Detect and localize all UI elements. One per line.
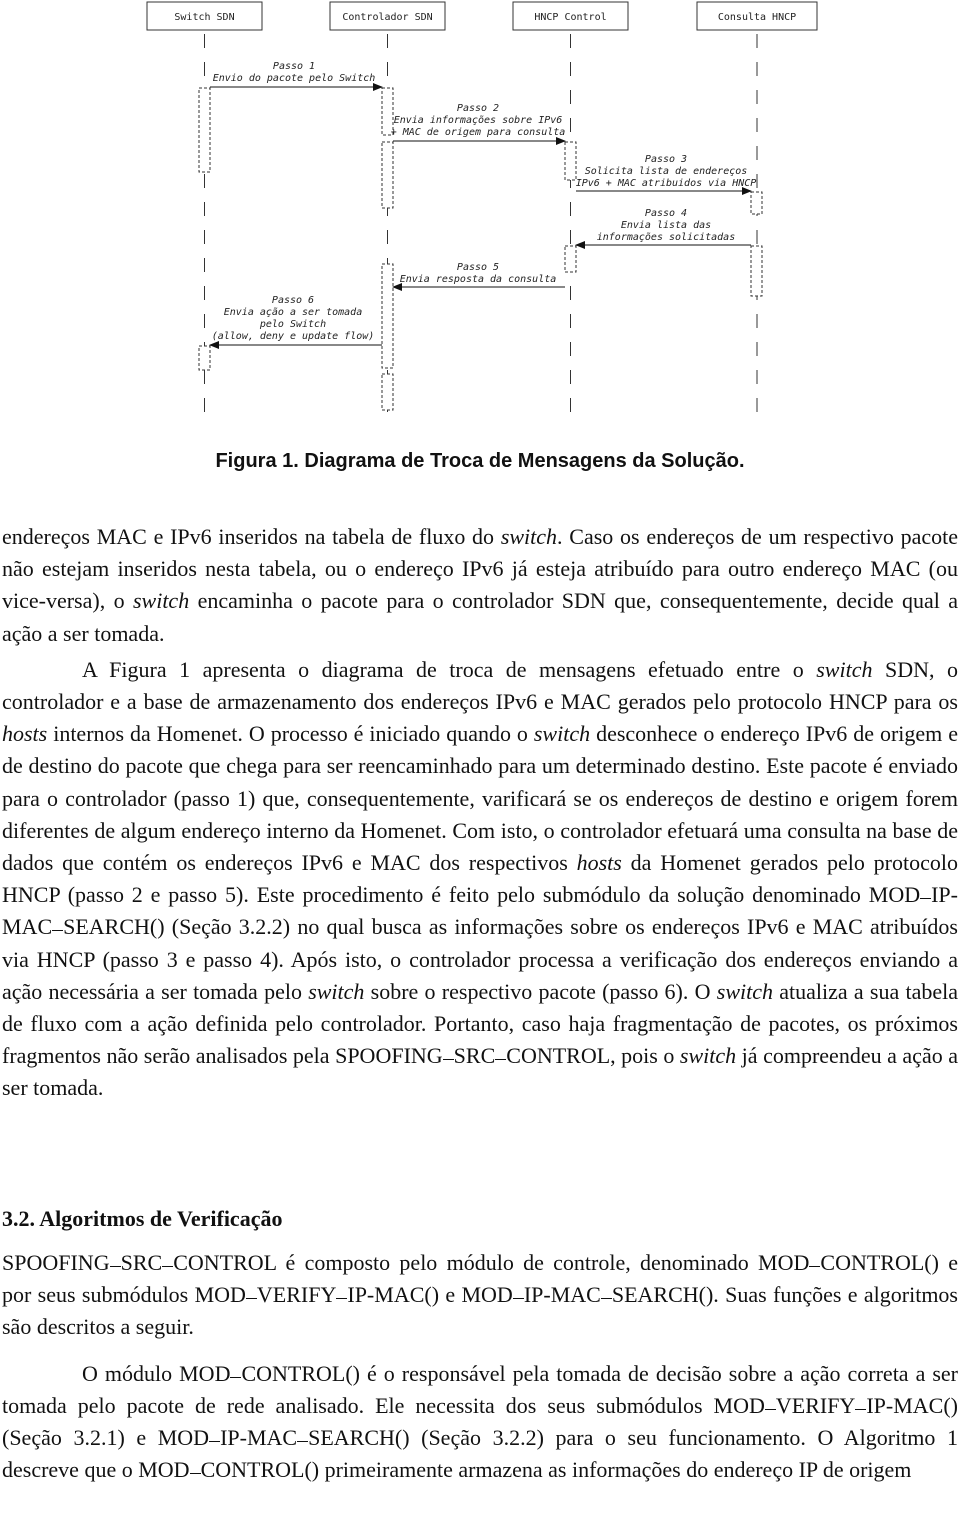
- svg-text:(allow, deny e update flow): (allow, deny e update flow): [211, 331, 375, 342]
- svg-text:Passo 1: Passo 1: [272, 61, 316, 72]
- paragraph-3: SPOOFING SRC CONTROL é composto pelo módulo de controle, denominado MOD CONTROL() e por seus submódulos MOD VERIFY IP-MAC() e MOD IP-MAC SEARCH(). Suas funções e algoritmos são descritos a seguir.: [2, 1250, 958, 1340]
- lane-consulta-hncp: [697, 2, 817, 30]
- activation-box: [565, 142, 576, 180]
- svg-text:IPv6 + MAC atribuidos via HNCP: IPv6 + MAC atribuidos via HNCP: [575, 178, 757, 189]
- svg-text:Passo 2: Passo 2: [456, 103, 500, 114]
- activation-box: [565, 246, 576, 272]
- paragraph-1: endereços MAC e IPv6 inseridos na tabela de fluxo do switch. Caso os endereços de um respectivo pacote não estejam inseridos nesta tabela, ou o endereço IPv6 já esteja atribuído para outro endereço MAC (ou vice-versa), o switch encaminha o pacote para o controlador SDN que, consequentemente, decide qual a ação a ser tomada.: [2, 524, 958, 646]
- svg-text:Envia ação a ser tomada: Envia ação a ser tomada: [223, 307, 363, 318]
- activation-box: [382, 374, 393, 410]
- svg-text:Passo 5: Passo 5: [456, 262, 500, 273]
- activation-box: [751, 192, 762, 214]
- svg-text:pelo Switch: pelo Switch: [259, 319, 327, 330]
- activation-box: [751, 246, 762, 296]
- lane-controlador-sdn: [330, 2, 445, 30]
- lane-title: Controlador SDN: [342, 12, 433, 23]
- svg-text:Envia lista das: Envia lista das: [620, 220, 712, 231]
- body-text-lower: [2, 1247, 958, 1486]
- lane-switch-sdn: [147, 2, 262, 30]
- message-step-2: [391, 103, 566, 141]
- message-step-3: [576, 154, 757, 191]
- svg-text:+ MAC de origem para consulta: + MAC de origem para consulta: [390, 127, 566, 138]
- lane-hncp-control: [513, 2, 628, 30]
- activation-box: [382, 264, 393, 368]
- svg-text:Solicita lista de endereços: Solicita lista de endereços: [584, 166, 748, 177]
- activation-box: [199, 346, 210, 370]
- svg-text:Envia informações sobre IPv6: Envia informações sobre IPv6: [393, 115, 563, 126]
- message-step-1: [210, 61, 382, 87]
- message-step-6: [210, 295, 382, 345]
- lane-title: Switch SDN: [174, 12, 235, 23]
- svg-text:Passo 4: Passo 4: [644, 208, 688, 219]
- message-step-4: [576, 208, 751, 245]
- activation-box: [382, 142, 393, 208]
- lane-title: Consulta HNCP: [717, 12, 797, 23]
- message-step-5: [393, 262, 565, 287]
- figure-caption: Figura 1. Diagrama de Troca de Mensagens da Solução.: [215, 450, 745, 472]
- message-sequence-diagram: [0, 0, 960, 440]
- activation-box: [199, 88, 210, 172]
- svg-text:Passo 6: Passo 6: [271, 295, 315, 306]
- svg-text:informações solicitadas: informações solicitadas: [596, 232, 736, 243]
- svg-text:Passo 3: Passo 3: [644, 154, 688, 165]
- paragraph-4: O módulo MOD CONTROL() é o responsável pela tomada de decisão sobre a ação correta a ser tomada pelo pacote de rede analisado. Ele necessita dos seus submódulos MOD VERIFY IP-MAC() (Seção 3.2.1) e MOD IP-MAC SEARCH() (Seção 3.2.2) para o seu funcionamento. O Algoritmo 1 descreve que o MOD CONTROL() primeiramente armazena as informações do endereço IP de origem: [2, 1360, 958, 1483]
- section-heading: 3.2. Algoritmos de Verificação: [2, 1206, 283, 1231]
- paragraph-2: A Figura 1 apresenta o diagrama de troca de mensagens efetuado entre o switch SDN, o controlador e a base de armazenamento dos endereços IPv6 e MAC gerados pelo protocolo HNCP para os hosts internos da Homenet. O processo é iniciado quando o switch desconhece o endereço IPv6 de origem e de destino do pacote que chega para ser reencaminhado para um determinado destino. Este pacote é enviado para o controlador (passo 1) que, consequentemente, varificará se os endereços de destino e origem forem diferentes de algum endereço interno da Homenet. Com isto, o controlador efetuará uma consulta na base de dados que contém os endereços IPv6 e MAC dos respectivos hosts da Homenet gerados pelo protocolo HNCP (passo 2 e passo 5). Este procedimento é feito pelo submódulo da solução denominado MOD IP-MAC SEARCH() (Seção 3.2.2) no qual busca as informações sobre os endereços IPv6 e MAC atribuídos via HNCP (passo 3 e passo 4). Após isto, o controlador processa a verificação dos endereços enviando a ação necessária a ser tomada pelo switch sobre o respectivo pacote (passo 6). O switch atualiza a sua tabela de fluxo com a ação definida pelo controlador. Portanto, caso haja fragmentação de pacotes, os próximos fragmentos não serão analisados pela SPOOFING SRC CONTROL, pois o switch já compreendeu a ação a ser tomada.: [2, 656, 959, 1101]
- svg-text:Envio do pacote pelo Switch: Envio do pacote pelo Switch: [212, 73, 376, 84]
- svg-text:Envia resposta da consulta: Envia resposta da consulta: [399, 274, 557, 285]
- body-text-upper: [2, 521, 958, 1105]
- lane-title: HNCP Control: [534, 12, 607, 23]
